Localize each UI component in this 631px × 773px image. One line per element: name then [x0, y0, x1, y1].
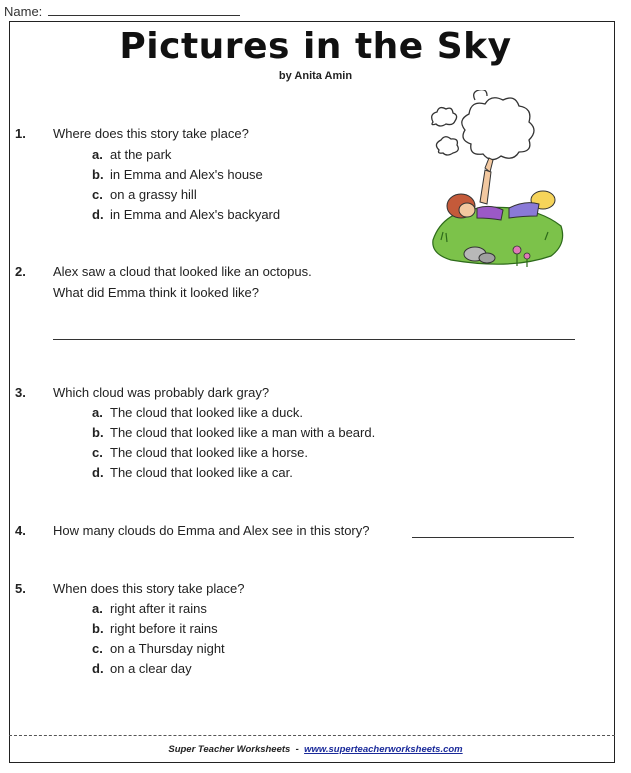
name-field	[4, 3, 240, 19]
worksheet-title: Pictures in the Sky	[119, 26, 512, 67]
footer-url-link[interactable]: www.superteacherworksheets.com	[304, 744, 463, 755]
question-5-text: When does this story take place?	[53, 581, 245, 596]
question-5-option-b[interactable]: b. right before it rains	[92, 621, 218, 636]
question-2-number: 2.	[15, 264, 26, 279]
question-1-option-a[interactable]: a. at the park	[92, 147, 172, 162]
question-3-option-d[interactable]: d. The cloud that looked like a car.	[92, 465, 293, 480]
question-4-text: How many clouds do Emma and Alex see in this story?	[53, 523, 370, 538]
question-4-answer-line[interactable]	[412, 537, 574, 538]
question-1-number: 1.	[15, 126, 26, 141]
footer-brand: Super Teacher Worksheets	[168, 744, 291, 755]
question-1-option-d[interactable]: d. in Emma and Alex's backyard	[92, 207, 281, 222]
question-3-option-b[interactable]: b. The cloud that looked like a man with a beard.	[92, 425, 376, 440]
footer-separator: -	[295, 744, 299, 755]
question-2-text-line-2: What did Emma think it looked like?	[53, 285, 259, 300]
question-1-text: Where does this story take place?	[53, 126, 249, 141]
name-blank-line[interactable]	[48, 3, 240, 16]
question-5-number: 5.	[15, 581, 26, 596]
footer	[0, 744, 631, 755]
question-5-option-d[interactable]: d. on a clear day	[92, 661, 192, 676]
question-3-option-c[interactable]: c. The cloud that looked like a horse.	[92, 445, 309, 460]
question-5-option-c[interactable]: c. on a Thursday night	[92, 641, 225, 656]
question-5-option-a[interactable]: a. right after it rains	[92, 601, 207, 616]
children-clouds-illustration	[425, 90, 565, 280]
name-label: Name:	[4, 4, 43, 19]
question-1-option-c[interactable]: c. on a grassy hill	[92, 187, 197, 202]
question-3-number: 3.	[15, 385, 26, 400]
question-2-answer-line[interactable]	[53, 339, 575, 340]
question-3-option-a[interactable]: a. The cloud that looked like a duck.	[92, 405, 303, 420]
big-cloud-icon	[462, 98, 534, 160]
footer-divider	[9, 735, 615, 736]
question-4-number: 4.	[15, 523, 26, 538]
question-3-text: Which cloud was probably dark gray?	[53, 385, 270, 400]
author-byline: by Anita Amin	[278, 70, 353, 82]
question-2-text-line-1: Alex saw a cloud that looked like an octopus.	[53, 264, 312, 279]
question-1-option-b[interactable]: b. in Emma and Alex's house	[92, 167, 263, 182]
small-cloud-icon	[432, 108, 457, 126]
